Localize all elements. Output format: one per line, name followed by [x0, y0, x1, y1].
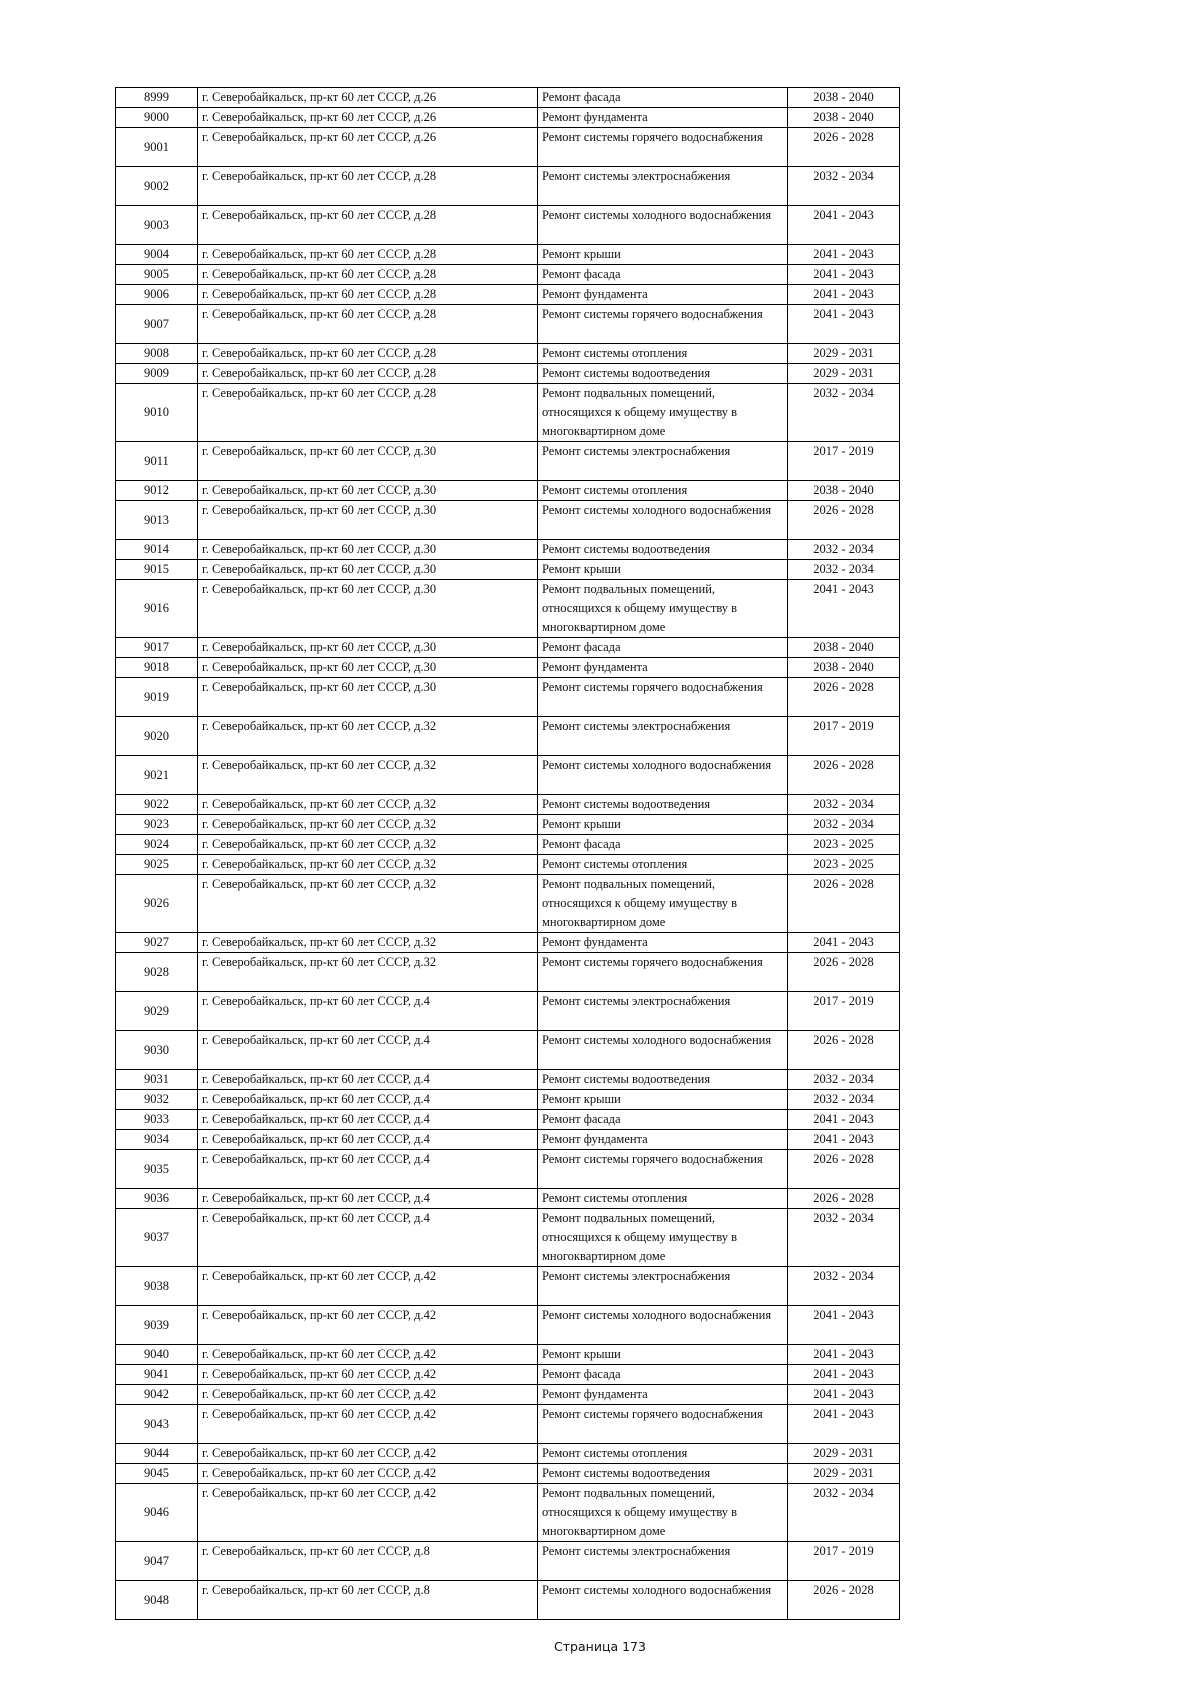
table-row	[116, 756, 900, 795]
table-row	[116, 1130, 900, 1150]
table-row	[116, 815, 900, 835]
row-work-type: Ремонт системы холодного водоснабжения	[538, 501, 788, 540]
row-period: 2041 - 2043	[788, 305, 900, 344]
row-address: г. Северобайкальск, пр-кт 60 лет СССР, д.32	[198, 717, 538, 756]
table-row	[116, 717, 900, 756]
row-work-type: Ремонт системы отопления	[538, 481, 788, 501]
row-address: г. Северобайкальск, пр-кт 60 лет СССР, д.28	[198, 167, 538, 206]
table-row	[116, 1405, 900, 1444]
row-number: 9038	[116, 1267, 198, 1306]
row-work-type: Ремонт системы горячего водоснабжения	[538, 128, 788, 167]
row-period: 2032 - 2034	[788, 1484, 900, 1542]
row-address: г. Северобайкальск, пр-кт 60 лет СССР, д.28	[198, 265, 538, 285]
table-row	[116, 658, 900, 678]
row-number: 9011	[116, 442, 198, 481]
row-address: г. Северобайкальск, пр-кт 60 лет СССР, д.8	[198, 1542, 538, 1581]
row-work-type: Ремонт крыши	[538, 560, 788, 580]
table-row	[116, 580, 900, 638]
row-number: 9033	[116, 1110, 198, 1130]
row-period: 2029 - 2031	[788, 344, 900, 364]
table-row	[116, 638, 900, 658]
row-work-type: Ремонт подвальных помещений, относящихся к общему имуществу в многоквартирном доме	[538, 1484, 788, 1542]
row-number: 9025	[116, 855, 198, 875]
page-footer	[0, 1639, 1200, 1654]
row-period: 2029 - 2031	[788, 1464, 900, 1484]
row-address: г. Северобайкальск, пр-кт 60 лет СССР, д.4	[198, 1090, 538, 1110]
row-address: г. Северобайкальск, пр-кт 60 лет СССР, д.30	[198, 481, 538, 501]
row-work-type: Ремонт системы холодного водоснабжения	[538, 756, 788, 795]
row-number: 9000	[116, 108, 198, 128]
row-period: 2032 - 2034	[788, 795, 900, 815]
row-address: г. Северобайкальск, пр-кт 60 лет СССР, д.8	[198, 1581, 538, 1620]
row-address: г. Северобайкальск, пр-кт 60 лет СССР, д.28	[198, 206, 538, 245]
table-row	[116, 88, 900, 108]
table-row	[116, 167, 900, 206]
table-row	[116, 933, 900, 953]
row-address: г. Северобайкальск, пр-кт 60 лет СССР, д.30	[198, 540, 538, 560]
table-row	[116, 442, 900, 481]
row-period: 2017 - 2019	[788, 717, 900, 756]
row-number: 9016	[116, 580, 198, 638]
row-address: г. Северобайкальск, пр-кт 60 лет СССР, д.42	[198, 1444, 538, 1464]
row-period: 2041 - 2043	[788, 1130, 900, 1150]
table-row	[116, 501, 900, 540]
row-address: г. Северобайкальск, пр-кт 60 лет СССР, д.42	[198, 1365, 538, 1385]
table-row	[116, 1110, 900, 1130]
row-number: 9042	[116, 1385, 198, 1405]
table-row	[116, 1150, 900, 1189]
row-address: г. Северобайкальск, пр-кт 60 лет СССР, д.30	[198, 442, 538, 481]
table-row	[116, 1365, 900, 1385]
row-work-type: Ремонт системы электроснабжения	[538, 1267, 788, 1306]
row-period: 2026 - 2028	[788, 953, 900, 992]
table-row	[116, 835, 900, 855]
row-period: 2041 - 2043	[788, 1385, 900, 1405]
table-row	[116, 540, 900, 560]
row-work-type: Ремонт системы отопления	[538, 1444, 788, 1464]
row-address: г. Северобайкальск, пр-кт 60 лет СССР, д.4	[198, 1150, 538, 1189]
row-address: г. Северобайкальск, пр-кт 60 лет СССР, д.28	[198, 245, 538, 265]
row-period: 2032 - 2034	[788, 815, 900, 835]
row-work-type: Ремонт системы водоотведения	[538, 364, 788, 384]
row-work-type: Ремонт фундамента	[538, 108, 788, 128]
row-address: г. Северобайкальск, пр-кт 60 лет СССР, д.4	[198, 1031, 538, 1070]
row-address: г. Северобайкальск, пр-кт 60 лет СССР, д.30	[198, 638, 538, 658]
row-number: 8999	[116, 88, 198, 108]
row-work-type: Ремонт системы отопления	[538, 855, 788, 875]
row-address: г. Северобайкальск, пр-кт 60 лет СССР, д.32	[198, 933, 538, 953]
row-work-type: Ремонт фасада	[538, 1365, 788, 1385]
table-body	[116, 88, 900, 1620]
row-work-type: Ремонт системы горячего водоснабжения	[538, 305, 788, 344]
row-number: 9046	[116, 1484, 198, 1542]
table-row	[116, 108, 900, 128]
row-address: г. Северобайкальск, пр-кт 60 лет СССР, д.32	[198, 835, 538, 855]
row-work-type: Ремонт системы водоотведения	[538, 1464, 788, 1484]
row-period: 2041 - 2043	[788, 1345, 900, 1365]
row-period: 2041 - 2043	[788, 933, 900, 953]
row-work-type: Ремонт системы холодного водоснабжения	[538, 1306, 788, 1345]
row-number: 9048	[116, 1581, 198, 1620]
table-row	[116, 206, 900, 245]
table-row	[116, 1267, 900, 1306]
row-number: 9002	[116, 167, 198, 206]
table-row	[116, 481, 900, 501]
row-period: 2023 - 2025	[788, 835, 900, 855]
table-row	[116, 1542, 900, 1581]
row-address: г. Северобайкальск, пр-кт 60 лет СССР, д.32	[198, 815, 538, 835]
row-period: 2041 - 2043	[788, 1306, 900, 1345]
table-row	[116, 1444, 900, 1464]
row-period: 2026 - 2028	[788, 128, 900, 167]
table-row	[116, 1031, 900, 1070]
row-period: 2041 - 2043	[788, 580, 900, 638]
row-period: 2029 - 2031	[788, 364, 900, 384]
row-work-type: Ремонт крыши	[538, 245, 788, 265]
row-number: 9024	[116, 835, 198, 855]
row-address: г. Северобайкальск, пр-кт 60 лет СССР, д.42	[198, 1484, 538, 1542]
row-number: 9045	[116, 1464, 198, 1484]
row-address: г. Северобайкальск, пр-кт 60 лет СССР, д.26	[198, 88, 538, 108]
row-work-type: Ремонт системы горячего водоснабжения	[538, 1150, 788, 1189]
row-period: 2032 - 2034	[788, 167, 900, 206]
row-address: г. Северобайкальск, пр-кт 60 лет СССР, д.28	[198, 285, 538, 305]
row-number: 9035	[116, 1150, 198, 1189]
row-address: г. Северобайкальск, пр-кт 60 лет СССР, д.4	[198, 1110, 538, 1130]
table-row	[116, 953, 900, 992]
row-period: 2041 - 2043	[788, 1365, 900, 1385]
row-number: 9027	[116, 933, 198, 953]
row-work-type: Ремонт фасада	[538, 638, 788, 658]
row-number: 9003	[116, 206, 198, 245]
row-period: 2038 - 2040	[788, 481, 900, 501]
row-address: г. Северобайкальск, пр-кт 60 лет СССР, д.28	[198, 344, 538, 364]
row-address: г. Северобайкальск, пр-кт 60 лет СССР, д.28	[198, 384, 538, 442]
table-row	[116, 128, 900, 167]
table-row	[116, 1090, 900, 1110]
table-row	[116, 1070, 900, 1090]
table-row	[116, 1209, 900, 1267]
row-work-type: Ремонт фундамента	[538, 1130, 788, 1150]
row-period: 2038 - 2040	[788, 88, 900, 108]
table-row	[116, 1345, 900, 1365]
row-period: 2017 - 2019	[788, 442, 900, 481]
row-work-type: Ремонт системы горячего водоснабжения	[538, 953, 788, 992]
row-work-type: Ремонт крыши	[538, 815, 788, 835]
row-work-type: Ремонт системы холодного водоснабжения	[538, 1031, 788, 1070]
table-row	[116, 875, 900, 933]
row-period: 2029 - 2031	[788, 1444, 900, 1464]
table-row	[116, 265, 900, 285]
row-number: 9005	[116, 265, 198, 285]
table-row	[116, 285, 900, 305]
row-period: 2026 - 2028	[788, 1031, 900, 1070]
table-row	[116, 245, 900, 265]
row-period: 2026 - 2028	[788, 1189, 900, 1209]
row-work-type: Ремонт системы холодного водоснабжения	[538, 206, 788, 245]
table-row	[116, 1189, 900, 1209]
row-work-type: Ремонт системы отопления	[538, 1189, 788, 1209]
row-number: 9012	[116, 481, 198, 501]
row-address: г. Северобайкальск, пр-кт 60 лет СССР, д.32	[198, 953, 538, 992]
row-period: 2023 - 2025	[788, 855, 900, 875]
row-period: 2026 - 2028	[788, 501, 900, 540]
row-number: 9019	[116, 678, 198, 717]
row-work-type: Ремонт системы отопления	[538, 344, 788, 364]
row-work-type: Ремонт подвальных помещений, относящихся к общему имуществу в многоквартирном доме	[538, 384, 788, 442]
row-work-type: Ремонт системы водоотведения	[538, 1070, 788, 1090]
row-number: 9004	[116, 245, 198, 265]
row-number: 9009	[116, 364, 198, 384]
table-row	[116, 384, 900, 442]
table-row	[116, 678, 900, 717]
row-period: 2041 - 2043	[788, 206, 900, 245]
row-number: 9026	[116, 875, 198, 933]
row-number: 9001	[116, 128, 198, 167]
row-period: 2026 - 2028	[788, 678, 900, 717]
row-work-type: Ремонт системы горячего водоснабжения	[538, 1405, 788, 1444]
row-number: 9017	[116, 638, 198, 658]
row-work-type: Ремонт фасада	[538, 1110, 788, 1130]
row-work-type: Ремонт системы электроснабжения	[538, 167, 788, 206]
row-period: 2017 - 2019	[788, 992, 900, 1031]
table-row	[116, 560, 900, 580]
row-period: 2017 - 2019	[788, 1542, 900, 1581]
row-period: 2038 - 2040	[788, 658, 900, 678]
row-period: 2032 - 2034	[788, 1070, 900, 1090]
table-row	[116, 1306, 900, 1345]
row-address: г. Северобайкальск, пр-кт 60 лет СССР, д.32	[198, 795, 538, 815]
row-period: 2041 - 2043	[788, 245, 900, 265]
row-number: 9028	[116, 953, 198, 992]
row-address: г. Северобайкальск, пр-кт 60 лет СССР, д.42	[198, 1267, 538, 1306]
row-work-type: Ремонт системы электроснабжения	[538, 992, 788, 1031]
row-address: г. Северобайкальск, пр-кт 60 лет СССР, д.30	[198, 580, 538, 638]
row-number: 9036	[116, 1189, 198, 1209]
row-work-type: Ремонт системы электроснабжения	[538, 1542, 788, 1581]
row-number: 9037	[116, 1209, 198, 1267]
row-period: 2038 - 2040	[788, 638, 900, 658]
row-work-type: Ремонт фундамента	[538, 1385, 788, 1405]
row-number: 9031	[116, 1070, 198, 1090]
row-work-type: Ремонт системы электроснабжения	[538, 442, 788, 481]
table-row	[116, 1464, 900, 1484]
row-address: г. Северобайкальск, пр-кт 60 лет СССР, д.30	[198, 560, 538, 580]
row-address: г. Северобайкальск, пр-кт 60 лет СССР, д.42	[198, 1306, 538, 1345]
row-number: 9021	[116, 756, 198, 795]
table-row	[116, 992, 900, 1031]
row-number: 9010	[116, 384, 198, 442]
row-work-type: Ремонт системы горячего водоснабжения	[538, 678, 788, 717]
row-work-type: Ремонт фундамента	[538, 285, 788, 305]
row-address: г. Северобайкальск, пр-кт 60 лет СССР, д.42	[198, 1405, 538, 1444]
row-period: 2026 - 2028	[788, 756, 900, 795]
row-period: 2041 - 2043	[788, 1405, 900, 1444]
row-number: 9008	[116, 344, 198, 364]
row-address: г. Северобайкальск, пр-кт 60 лет СССР, д.32	[198, 756, 538, 795]
row-number: 9040	[116, 1345, 198, 1365]
row-period: 2026 - 2028	[788, 1581, 900, 1620]
row-work-type: Ремонт фасада	[538, 835, 788, 855]
row-period: 2041 - 2043	[788, 265, 900, 285]
row-address: г. Северобайкальск, пр-кт 60 лет СССР, д.30	[198, 658, 538, 678]
table-row	[116, 1484, 900, 1542]
row-address: г. Северобайкальск, пр-кт 60 лет СССР, д.26	[198, 108, 538, 128]
row-number: 9030	[116, 1031, 198, 1070]
row-period: 2032 - 2034	[788, 540, 900, 560]
row-period: 2041 - 2043	[788, 1110, 900, 1130]
row-number: 9015	[116, 560, 198, 580]
row-number: 9044	[116, 1444, 198, 1464]
row-work-type: Ремонт системы водоотведения	[538, 795, 788, 815]
row-number: 9047	[116, 1542, 198, 1581]
row-number: 9041	[116, 1365, 198, 1385]
row-period: 2026 - 2028	[788, 875, 900, 933]
row-period: 2041 - 2043	[788, 285, 900, 305]
row-work-type: Ремонт подвальных помещений, относящихся к общему имуществу в многоквартирном доме	[538, 875, 788, 933]
table-row	[116, 855, 900, 875]
row-number: 9020	[116, 717, 198, 756]
row-number: 9022	[116, 795, 198, 815]
row-work-type: Ремонт фасада	[538, 88, 788, 108]
table-row	[116, 1581, 900, 1620]
table-row	[116, 364, 900, 384]
row-address: г. Северобайкальск, пр-кт 60 лет СССР, д.4	[198, 992, 538, 1031]
row-address: г. Северобайкальск, пр-кт 60 лет СССР, д.4	[198, 1070, 538, 1090]
row-address: г. Северобайкальск, пр-кт 60 лет СССР, д.28	[198, 305, 538, 344]
row-address: г. Северобайкальск, пр-кт 60 лет СССР, д.4	[198, 1209, 538, 1267]
row-number: 9018	[116, 658, 198, 678]
row-number: 9034	[116, 1130, 198, 1150]
row-work-type: Ремонт системы водоотведения	[538, 540, 788, 560]
row-period: 2038 - 2040	[788, 108, 900, 128]
row-number: 9007	[116, 305, 198, 344]
row-number: 9032	[116, 1090, 198, 1110]
row-work-type: Ремонт фундамента	[538, 933, 788, 953]
row-work-type: Ремонт крыши	[538, 1345, 788, 1365]
row-address: г. Северобайкальск, пр-кт 60 лет СССР, д.30	[198, 501, 538, 540]
row-work-type: Ремонт системы холодного водоснабжения	[538, 1581, 788, 1620]
row-period: 2032 - 2034	[788, 1209, 900, 1267]
row-address: г. Северобайкальск, пр-кт 60 лет СССР, д.32	[198, 875, 538, 933]
row-period: 2032 - 2034	[788, 384, 900, 442]
row-number: 9029	[116, 992, 198, 1031]
row-period: 2032 - 2034	[788, 1267, 900, 1306]
row-work-type: Ремонт крыши	[538, 1090, 788, 1110]
row-address: г. Северобайкальск, пр-кт 60 лет СССР, д.42	[198, 1385, 538, 1405]
row-address: г. Северобайкальск, пр-кт 60 лет СССР, д.4	[198, 1130, 538, 1150]
table-row	[116, 305, 900, 344]
page-number-label: Страница 173	[554, 1639, 646, 1654]
row-work-type: Ремонт фасада	[538, 265, 788, 285]
row-address: г. Северобайкальск, пр-кт 60 лет СССР, д.4	[198, 1189, 538, 1209]
row-work-type: Ремонт подвальных помещений, относящихся к общему имуществу в многоквартирном доме	[538, 1209, 788, 1267]
row-number: 9043	[116, 1405, 198, 1444]
row-number: 9023	[116, 815, 198, 835]
row-address: г. Северобайкальск, пр-кт 60 лет СССР, д.42	[198, 1464, 538, 1484]
row-work-type: Ремонт фундамента	[538, 658, 788, 678]
table-row	[116, 1385, 900, 1405]
row-number: 9006	[116, 285, 198, 305]
row-period: 2032 - 2034	[788, 1090, 900, 1110]
row-address: г. Северобайкальск, пр-кт 60 лет СССР, д.32	[198, 855, 538, 875]
row-address: г. Северобайкальск, пр-кт 60 лет СССР, д.42	[198, 1345, 538, 1365]
row-address: г. Северобайкальск, пр-кт 60 лет СССР, д.30	[198, 678, 538, 717]
row-address: г. Северобайкальск, пр-кт 60 лет СССР, д.26	[198, 128, 538, 167]
table-row	[116, 344, 900, 364]
row-number: 9014	[116, 540, 198, 560]
row-period: 2026 - 2028	[788, 1150, 900, 1189]
repair-schedule-table	[115, 87, 900, 1620]
table-row	[116, 795, 900, 815]
row-address: г. Северобайкальск, пр-кт 60 лет СССР, д.28	[198, 364, 538, 384]
row-period: 2032 - 2034	[788, 560, 900, 580]
row-work-type: Ремонт системы электроснабжения	[538, 717, 788, 756]
row-work-type: Ремонт подвальных помещений, относящихся к общему имуществу в многоквартирном доме	[538, 580, 788, 638]
row-number: 9013	[116, 501, 198, 540]
row-number: 9039	[116, 1306, 198, 1345]
